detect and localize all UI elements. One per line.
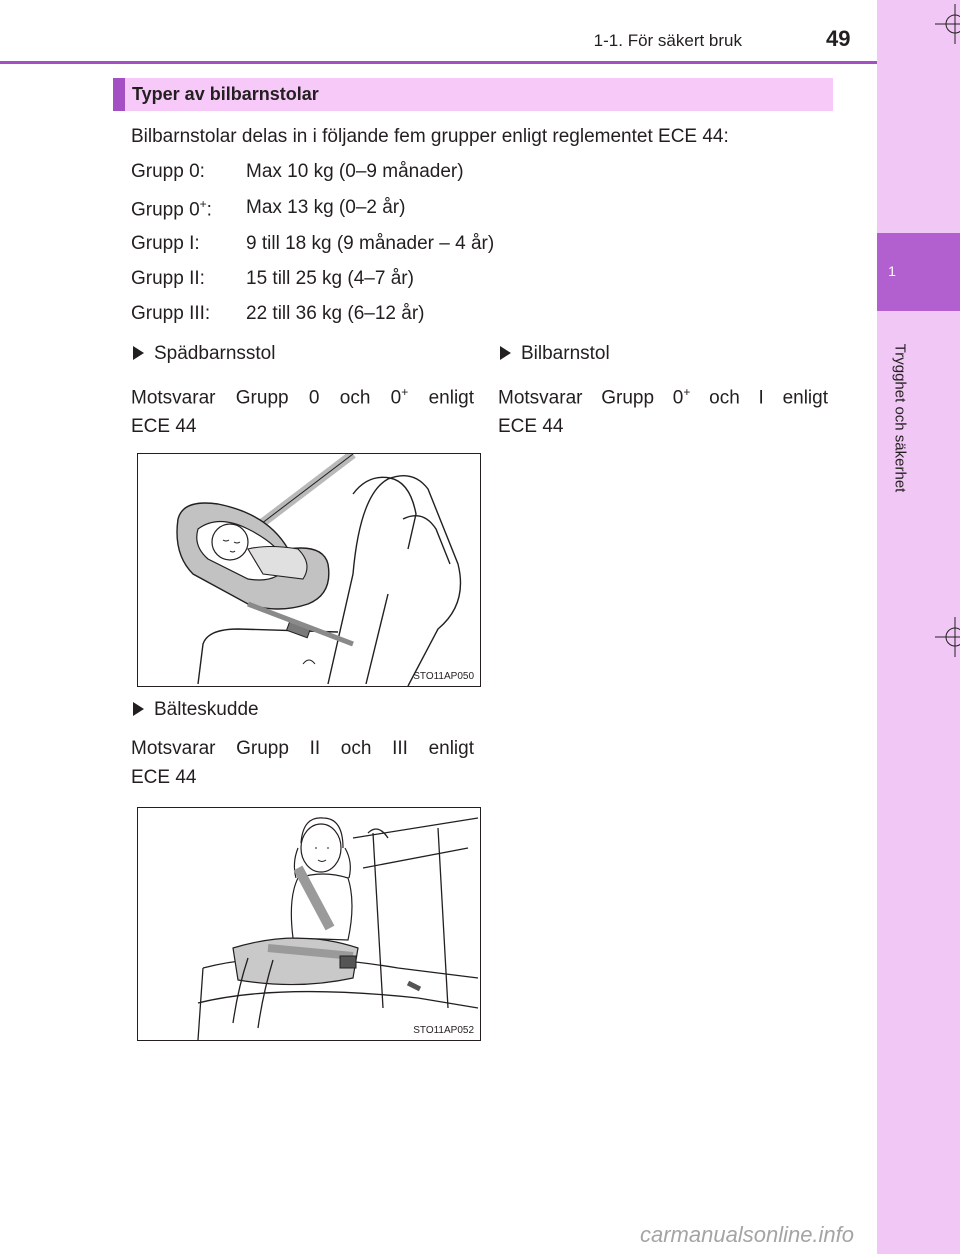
group-label: Grupp 0:: [131, 161, 205, 182]
crop-mark-icon: [935, 617, 960, 657]
heading-accent: [113, 78, 125, 111]
chapter-number: 1: [888, 263, 896, 279]
group-label: Grupp I:: [131, 233, 200, 254]
intro-text: Bilbarnstolar delas in i följande fem grupper enligt reglementet ECE 44:: [131, 126, 729, 147]
infant-seat-heading: Spädbarnsstol: [133, 343, 275, 365]
booster-illustration: [137, 807, 481, 1041]
crop-mark-icon: [935, 4, 960, 44]
section-title: 1-1. För säkert bruk: [593, 31, 742, 50]
infant-seat-drawing: [138, 454, 480, 686]
group-label: Grupp 0+:: [131, 197, 212, 221]
booster-description: Motsvarar Grupp II och III enligt ECE 44: [131, 738, 474, 788]
watermark[interactable]: carmanualsonline.info: [640, 1222, 855, 1247]
figure-code: STO11AP050: [413, 671, 474, 682]
section-heading: Typer av bilbarnstolar: [132, 84, 319, 104]
child-seat-description: Motsvarar Grupp 0+ och I enligt ECE 44: [498, 385, 828, 438]
page-number: 49: [826, 26, 851, 51]
chapter-title: Trygghet och säkerhet: [891, 343, 909, 493]
triangle-bullet-icon: [133, 346, 144, 360]
triangle-bullet-icon: [500, 346, 511, 360]
child-seat-heading: Bilbarnstol: [500, 343, 610, 365]
group-label: Grupp II:: [131, 268, 205, 289]
group-value: Max 10 kg (0–9 månader): [246, 161, 464, 182]
group-label: Grupp III:: [131, 303, 211, 324]
header-rule: [0, 61, 877, 64]
group-value: 15 till 25 kg (4–7 år): [246, 268, 414, 289]
booster-drawing: [138, 808, 480, 1040]
figure-code: STO11AP052: [413, 1025, 474, 1036]
triangle-bullet-icon: [133, 702, 144, 716]
group-value: 9 till 18 kg (9 månader – 4 år): [246, 233, 495, 254]
booster-heading: Bälteskudde: [133, 699, 259, 721]
group-value: 22 till 36 kg (6–12 år): [246, 303, 425, 324]
infant-seat-description: Motsvarar Grupp 0 och 0+ enligt ECE 44: [131, 385, 475, 438]
infant-seat-illustration: [137, 453, 481, 687]
group-value: Max 13 kg (0–2 år): [246, 197, 406, 218]
